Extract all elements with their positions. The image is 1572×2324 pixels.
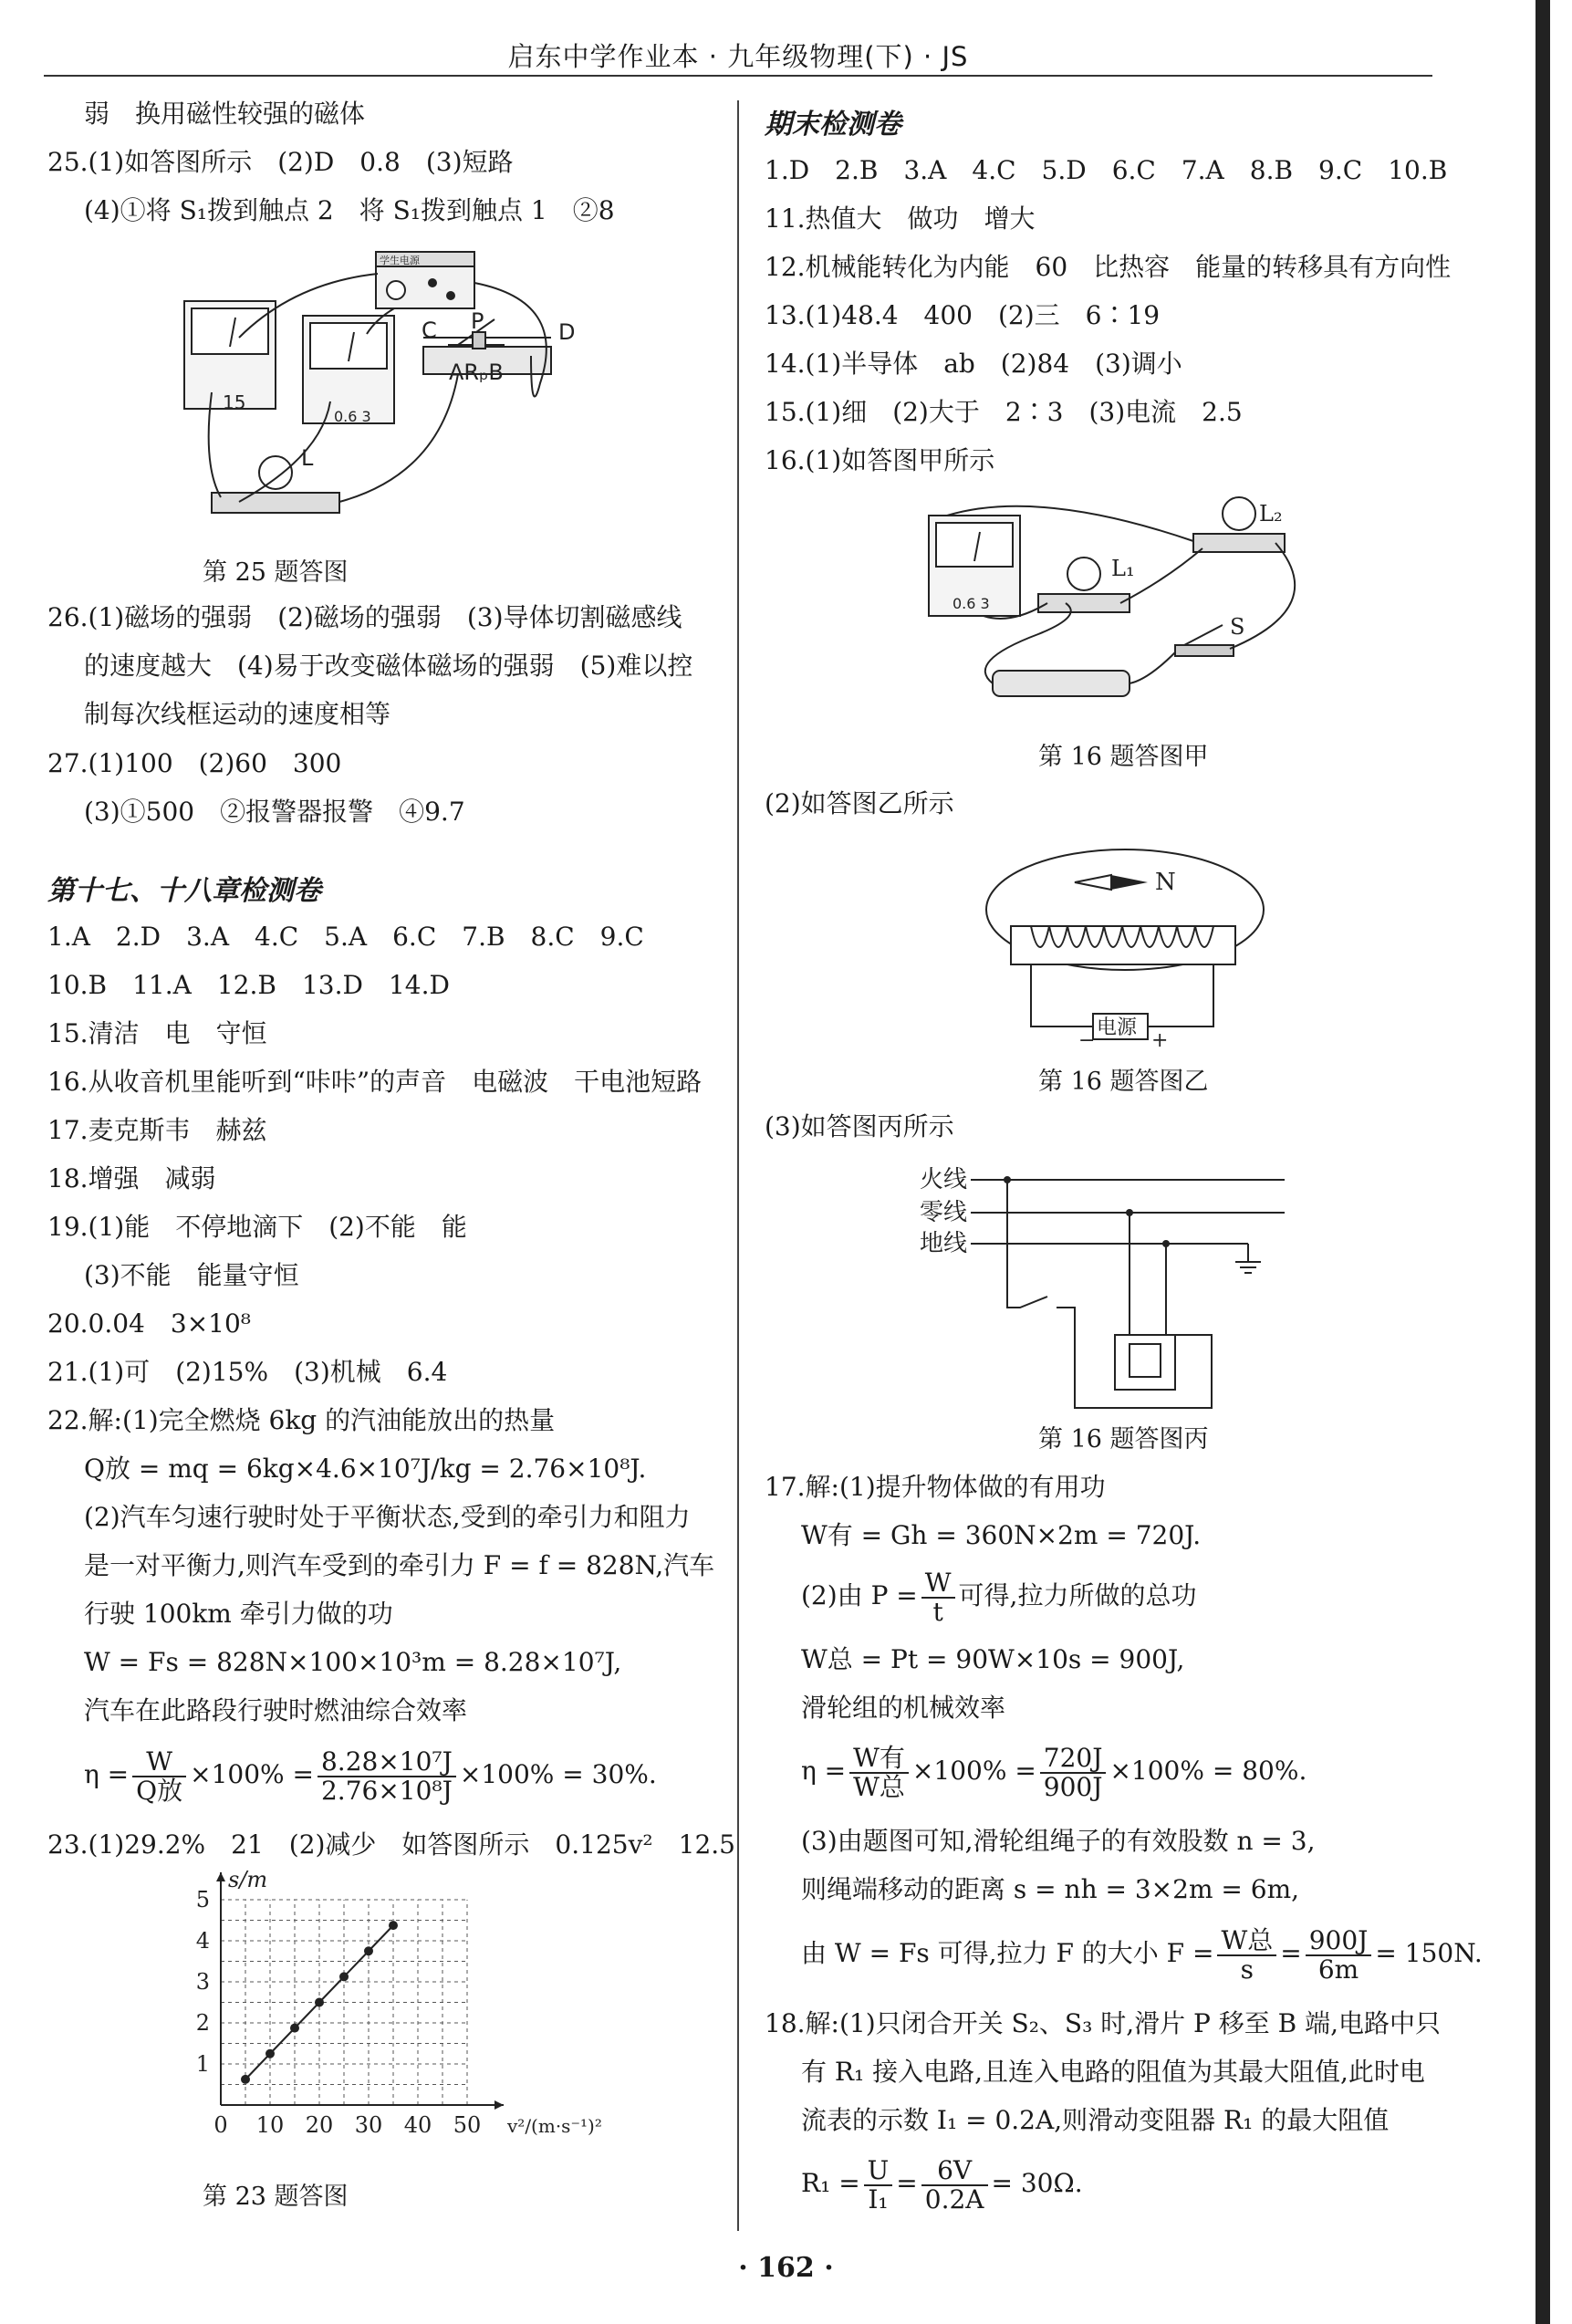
answer-15: 15.(1)细 (2)大于 2∶3 (3)电流 2.5: [765, 397, 1243, 427]
solenoid-diagram-16b: [984, 844, 1275, 1054]
page-header: 启东中学作业本 · 九年级物理(下) · JS: [507, 41, 969, 72]
circuit-diagram-25: [184, 246, 659, 538]
text-line: 汽车在此路段行驶时燃油综合效率: [84, 1695, 468, 1725]
answer-14: 14.(1)半导体 ab (2)84 (3)调小: [765, 349, 1182, 379]
x-tick-label: 20: [305, 2112, 334, 2138]
lamp-l2-label: L₂: [1259, 501, 1283, 526]
power-source-label: 电源: [1097, 1016, 1138, 1039]
mc-answers: 10.B 11.A 12.B 13.D 14.D: [47, 970, 450, 1000]
force-formula: 由 W = Fs 可得,拉力 F 的大小 F = $\frac{\text{W总}}{s}$ = $\frac{900J}{6m}$ = 150N.: [801, 1924, 1483, 1985]
text-line: (3)①500 ②报警器报警 ④9.7: [84, 797, 465, 827]
answer-17: 17.麦克斯韦 赫兹: [47, 1115, 267, 1145]
efficiency-formula: η = $\frac{\text{W有}}{\text{W总}}$ ×100% = $\frac{720J}{900J}$ ×100% = 80%.: [801, 1742, 1307, 1802]
formula-line: 则绳端移动的距离 s = nh = 3×2m = 6m,: [801, 1874, 1300, 1904]
answer-25: 25.(1)如答图所示 (2)D 0.8 (3)短路: [47, 147, 514, 177]
answer-21: 21.(1)可 (2)15% (3)机械 6.4: [47, 1357, 448, 1387]
x-axis-arrow: [495, 2100, 504, 2110]
figure-caption-23: 第 23 题答图: [203, 2183, 349, 2211]
y-tick-label: 1: [195, 2051, 210, 2077]
answer-15: 15.清洁 电 守恒: [47, 1018, 267, 1048]
mc-answers: 1.A 2.D 3.A 4.C 5.A 6.C 7.B 8.C 9.C: [47, 922, 644, 952]
neutral-wire-label: 零线: [920, 1199, 968, 1226]
switch-s-label: S: [1230, 614, 1245, 640]
page-edge-bar: [1536, 0, 1550, 2324]
terminal-c-label: C: [422, 318, 437, 343]
text-line: 流表的示数 I₁ = 0.2A,则滑动变阻器 R₁ 的最大阻值: [801, 2105, 1390, 2135]
text-line: 行驶 100km 牵引力做的功: [84, 1599, 393, 1629]
x-tick-label: 40: [403, 2112, 432, 2138]
answer-16: 16.从收音机里能听到“咔咔”的声音 电磁波 干电池短路: [47, 1067, 703, 1097]
formula-line: W有 = Gh = 360N×2m = 720J.: [801, 1520, 1202, 1550]
x-tick-label: 0: [213, 2112, 228, 2138]
figure-caption-25: 第 25 题答图: [203, 558, 349, 587]
efficiency-formula: η = $\frac{W}{\text{Q放}}$ ×100% = $\frac{\text{8.28×10⁷J}}{\text{2.76×10⁸J}}$ ×100% = 30%.: [84, 1746, 657, 1806]
answer-16-2: (2)如答图乙所示: [765, 788, 954, 818]
s-v2-chart: [184, 1867, 602, 2140]
mc-answers: 1.D 2.B 3.A 4.C 5.D 6.C 7.A 8.B 9.C 10.B: [765, 155, 1448, 185]
plus-terminal-label: +: [1151, 1029, 1169, 1052]
earth-wire-label: 地线: [920, 1230, 968, 1257]
text-line: 弱 换用磁性较强的磁体: [84, 99, 366, 129]
header-rule: [44, 75, 1432, 77]
answer-13: 13.(1)48.4 400 (2)三 6∶19: [765, 300, 1161, 330]
y-axis-arrow: [216, 1872, 225, 1881]
data-point: [339, 1972, 349, 1981]
x-tick-label: 10: [255, 2112, 285, 2138]
section-title: 期末检测卷: [765, 109, 901, 141]
voltmeter-scale-label: 15: [223, 391, 246, 413]
answer-27: 27.(1)100 (2)60 300: [47, 748, 342, 778]
data-point: [241, 2075, 250, 2084]
formula-line: W总 = Pt = 90W×10s = 900J,: [801, 1644, 1185, 1674]
figure-caption-16a: 第 16 题答图甲: [1038, 743, 1209, 771]
figure-caption-16b: 第 16 题答图乙: [1038, 1068, 1209, 1096]
answer-12: 12.机械能转化为内能 60 比热容 能量的转移具有方向性: [765, 252, 1452, 282]
text-line: 制每次线框运动的速度相等: [84, 699, 391, 729]
answer-16-3: (3)如答图丙所示: [765, 1111, 954, 1141]
formula-line: W = Fs = 828N×100×10³m = 8.28×10⁷J,: [84, 1647, 622, 1677]
formula-line: Q放 = mq = 6kg×4.6×10⁷J/kg = 2.76×10⁸J.: [84, 1454, 647, 1484]
y-axis-label: s/m: [228, 1867, 268, 1892]
text-line: (2)汽车匀速行驶时处于平衡状态,受到的牵引力和阻力: [84, 1502, 691, 1532]
figure-caption-16c: 第 16 题答图丙: [1038, 1425, 1209, 1454]
y-tick-label: 3: [195, 1969, 210, 1995]
y-tick-label: 4: [195, 1928, 210, 1954]
data-point: [290, 2024, 299, 2033]
lamp-l-label: L: [301, 445, 314, 471]
answer-20: 20.0.04 3×10⁸: [47, 1308, 252, 1339]
minus-terminal-label: −: [1078, 1029, 1096, 1052]
slider-p-label: P: [471, 308, 484, 334]
rheostat-label: ARₚB: [449, 360, 504, 385]
section-title: 第十七、十八章检测卷: [47, 875, 321, 907]
text-line: 滑轮组的机械效率: [801, 1693, 1006, 1723]
data-point: [389, 1921, 398, 1930]
live-wire-label: 火线: [920, 1166, 968, 1193]
answer-18: 18.解:(1)只闭合开关 S₂、S₃ 时,滑片 P 移至 B 端,电路中只: [765, 2008, 1442, 2038]
x-axis-label: v²/(m·s⁻¹)²: [507, 2115, 602, 2137]
answer-19: 19.(1)能 不停地滴下 (2)不能 能: [47, 1212, 467, 1242]
data-point: [364, 1946, 373, 1955]
answer-22: 22.解:(1)完全燃烧 6kg 的汽油能放出的热量: [47, 1405, 556, 1435]
answer-25-4: (4)①将 S₁拨到触点 2 将 S₁拨到触点 1 ②8: [84, 195, 615, 225]
data-point: [265, 2049, 275, 2058]
x-tick-label: 30: [354, 2112, 383, 2138]
terminal-d-label: D: [558, 319, 576, 345]
power-supply-label: 学生电源: [380, 255, 420, 266]
text-line: 有 R₁ 接入电路,且连入电路的阻值为其最大阻值,此时电: [801, 2057, 1425, 2087]
north-pole-label: N: [1155, 869, 1176, 896]
page-number: · 162 ·: [738, 2252, 834, 2284]
answer-23: 23.(1)29.2% 21 (2)减少 如答图所示 0.125v² 12.5: [47, 1829, 735, 1860]
data-point: [315, 1998, 324, 2007]
column-divider: [737, 100, 739, 2231]
answer-11: 11.热值大 做功 增大: [765, 203, 1036, 234]
x-tick-label: 50: [453, 2112, 482, 2138]
answer-26: 26.(1)磁场的强弱 (2)磁场的强弱 (3)导体切割磁感线: [47, 602, 682, 632]
answer-18: 18.增强 减弱: [47, 1163, 216, 1193]
text-line: (3)由题图可知,滑轮组绳子的有效股数 n = 3,: [801, 1826, 1316, 1856]
y-tick-label: 5: [195, 1887, 210, 1912]
resistance-formula: R₁ = $\frac{U}{\text{I₁}}$ = $\frac{6V}{0.2A}$ = 30Ω.: [801, 2154, 1083, 2215]
ammeter-scale-label: 0.6 3: [334, 408, 371, 425]
power-formula: (2)由 P = $\frac{W}{t}$ 可得,拉力所做的总功: [801, 1567, 1197, 1627]
lamp-l1-label: L₁: [1111, 556, 1135, 581]
y-tick-label: 2: [195, 2010, 210, 2036]
text-line: (3)不能 能量守恒: [84, 1260, 299, 1290]
ammeter-scale-label: 0.6 3: [953, 595, 990, 612]
answer-17: 17.解:(1)提升物体做的有用功: [765, 1472, 1106, 1502]
text-line: 的速度越大 (4)易于改变磁体磁场的强弱 (5)难以控: [84, 651, 693, 681]
text-line: 是一对平衡力,则汽车受到的牵引力 F = f = 828N,汽车: [84, 1550, 715, 1580]
answer-16: 16.(1)如答图甲所示: [765, 445, 995, 475]
household-wiring-16c: [920, 1162, 1339, 1408]
circuit-diagram-16a: [929, 497, 1339, 725]
